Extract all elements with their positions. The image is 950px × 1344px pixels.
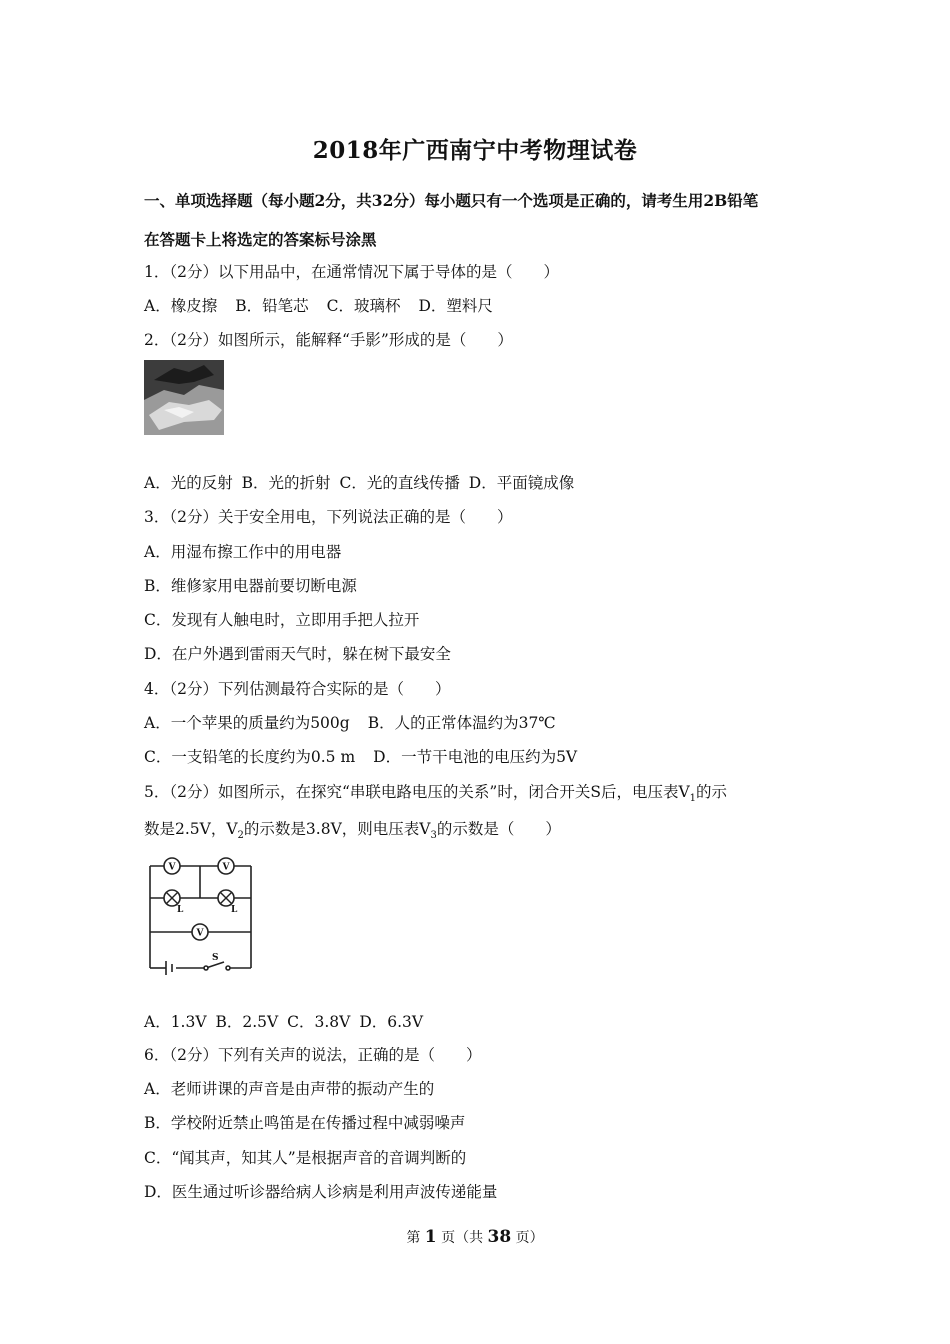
q4-option-b: B．人的正常体温约为37℃ [367, 714, 556, 732]
q2-option-b: B．光的折射 [241, 474, 331, 492]
q3-option-a: A．用湿布擦工作中的用电器 [144, 543, 342, 561]
q1-option-c: C．玻璃杯 [326, 297, 401, 315]
l2-label: L [231, 905, 238, 915]
q6-option-b: B．学校附近禁止鸣笛是在传播过程中减弱噪声 [144, 1114, 466, 1132]
l1-label: L [177, 905, 184, 915]
q5-option-a: A．1.3V [144, 1013, 207, 1031]
q4-option-c: C．一支铅笔的长度约为0.5 m [144, 748, 356, 766]
footer-suffix: 页） [515, 1230, 544, 1246]
q5-stem-part: 5．（2分）如图所示，在探究“串联电路电压的关系”时，闭合开关S后，电压表V [144, 783, 690, 801]
question-6-stem: 6．（2分）下列有关声的说法，正确的是（ ） [144, 1046, 482, 1064]
q6-option-a: A．老师讲课的声音是由声带的振动产生的 [144, 1080, 435, 1098]
question-2-options [144, 471, 578, 493]
v1-label: V [168, 862, 176, 873]
question-3-stem: 3．（2分）关于安全用电，下列说法正确的是（ ） [144, 508, 513, 526]
q1-option-d: D．塑料尺 [418, 297, 493, 315]
question-4-options-row2 [144, 745, 595, 767]
q5-subscript: 3 [430, 830, 437, 842]
circuit-diagram [144, 850, 259, 979]
question-4-stem: 4．（2分）下列估测最符合实际的是（ ） [144, 680, 451, 698]
q6-option-d: D．医生通过听诊器给病人诊病是利用声波传递能量 [144, 1183, 498, 1201]
question-2-stem: 2．（2分）如图所示，能解释“手影”形成的是（ ） [144, 331, 513, 349]
q5-subscript: 2 [237, 830, 244, 842]
q3-option-b: B．维修家用电器前要切断电源 [144, 577, 357, 595]
v3-label: V [196, 928, 204, 939]
q5-option-d: D．6.3V [359, 1013, 424, 1031]
q6-option-c: C．“闻其声，知其人”是根据声音的音调判断的 [144, 1149, 467, 1167]
q2-option-a: A．光的反射 [144, 474, 233, 492]
question-1-stem: 1．（2分）以下用品中，在通常情况下属于导体的是（ ） [144, 263, 559, 281]
q2-option-c: C．光的直线传播 [339, 474, 460, 492]
q5-stem-part: 的示数是（ ） [436, 820, 561, 838]
q5-stem-part: 的示 [696, 783, 728, 801]
q2-option-d: D．平面镜成像 [468, 474, 575, 492]
footer-page-number: 1 [424, 1227, 437, 1247]
switch-contact-icon [226, 966, 230, 970]
q5-option-b: B．2.5V [215, 1013, 279, 1031]
footer-total-pages: 38 [487, 1227, 512, 1247]
section-heading-line2: 在答题卡上将选定的答案标号涂黑 [144, 230, 377, 249]
switch-label: S [212, 953, 219, 963]
switch-contact-icon [204, 966, 208, 970]
q5-stem-part: 数是2.5V，V [144, 820, 238, 838]
q3-option-c: C．发现有人触电时，立即用手把人拉开 [144, 611, 420, 629]
page-title: 2018年广西南宁中考物理试卷 [312, 137, 638, 164]
section-heading-line1: 一、单项选择题（每小题2分，共32分）每小题只有一个选项是正确的，请考生用2B铅笔 [144, 191, 759, 210]
q1-option-a: A．橡皮擦 [144, 297, 218, 315]
question-4-options-row1 [144, 711, 574, 733]
q3-option-d: D．在户外遇到雷雨天气时，躲在树下最安全 [144, 645, 451, 663]
q4-option-a: A．一个苹果的质量约为500g [144, 714, 350, 732]
question-5-options [144, 1010, 427, 1032]
hand-shadow-photo [144, 360, 224, 435]
footer-prefix: 第 [406, 1230, 421, 1246]
q5-option-c: C．3.8V [287, 1013, 351, 1031]
hand-shadow-image [144, 360, 224, 435]
footer-middle: 页（共 [441, 1230, 484, 1246]
page-footer [0, 1227, 950, 1247]
q5-subscript: 1 [689, 793, 697, 805]
q4-option-d: D．一节干电池的电压约为5V [373, 748, 578, 766]
question-1-options [144, 294, 511, 316]
q5-stem-part: 的示数是3.8V，则电压表V [243, 820, 431, 838]
circuit-diagram-svg [144, 850, 259, 975]
v2-label: V [222, 862, 230, 873]
question-5-stem-line1 [144, 780, 727, 804]
q1-option-b: B．铅笔芯 [235, 297, 309, 315]
question-5-stem-line2 [144, 817, 561, 841]
